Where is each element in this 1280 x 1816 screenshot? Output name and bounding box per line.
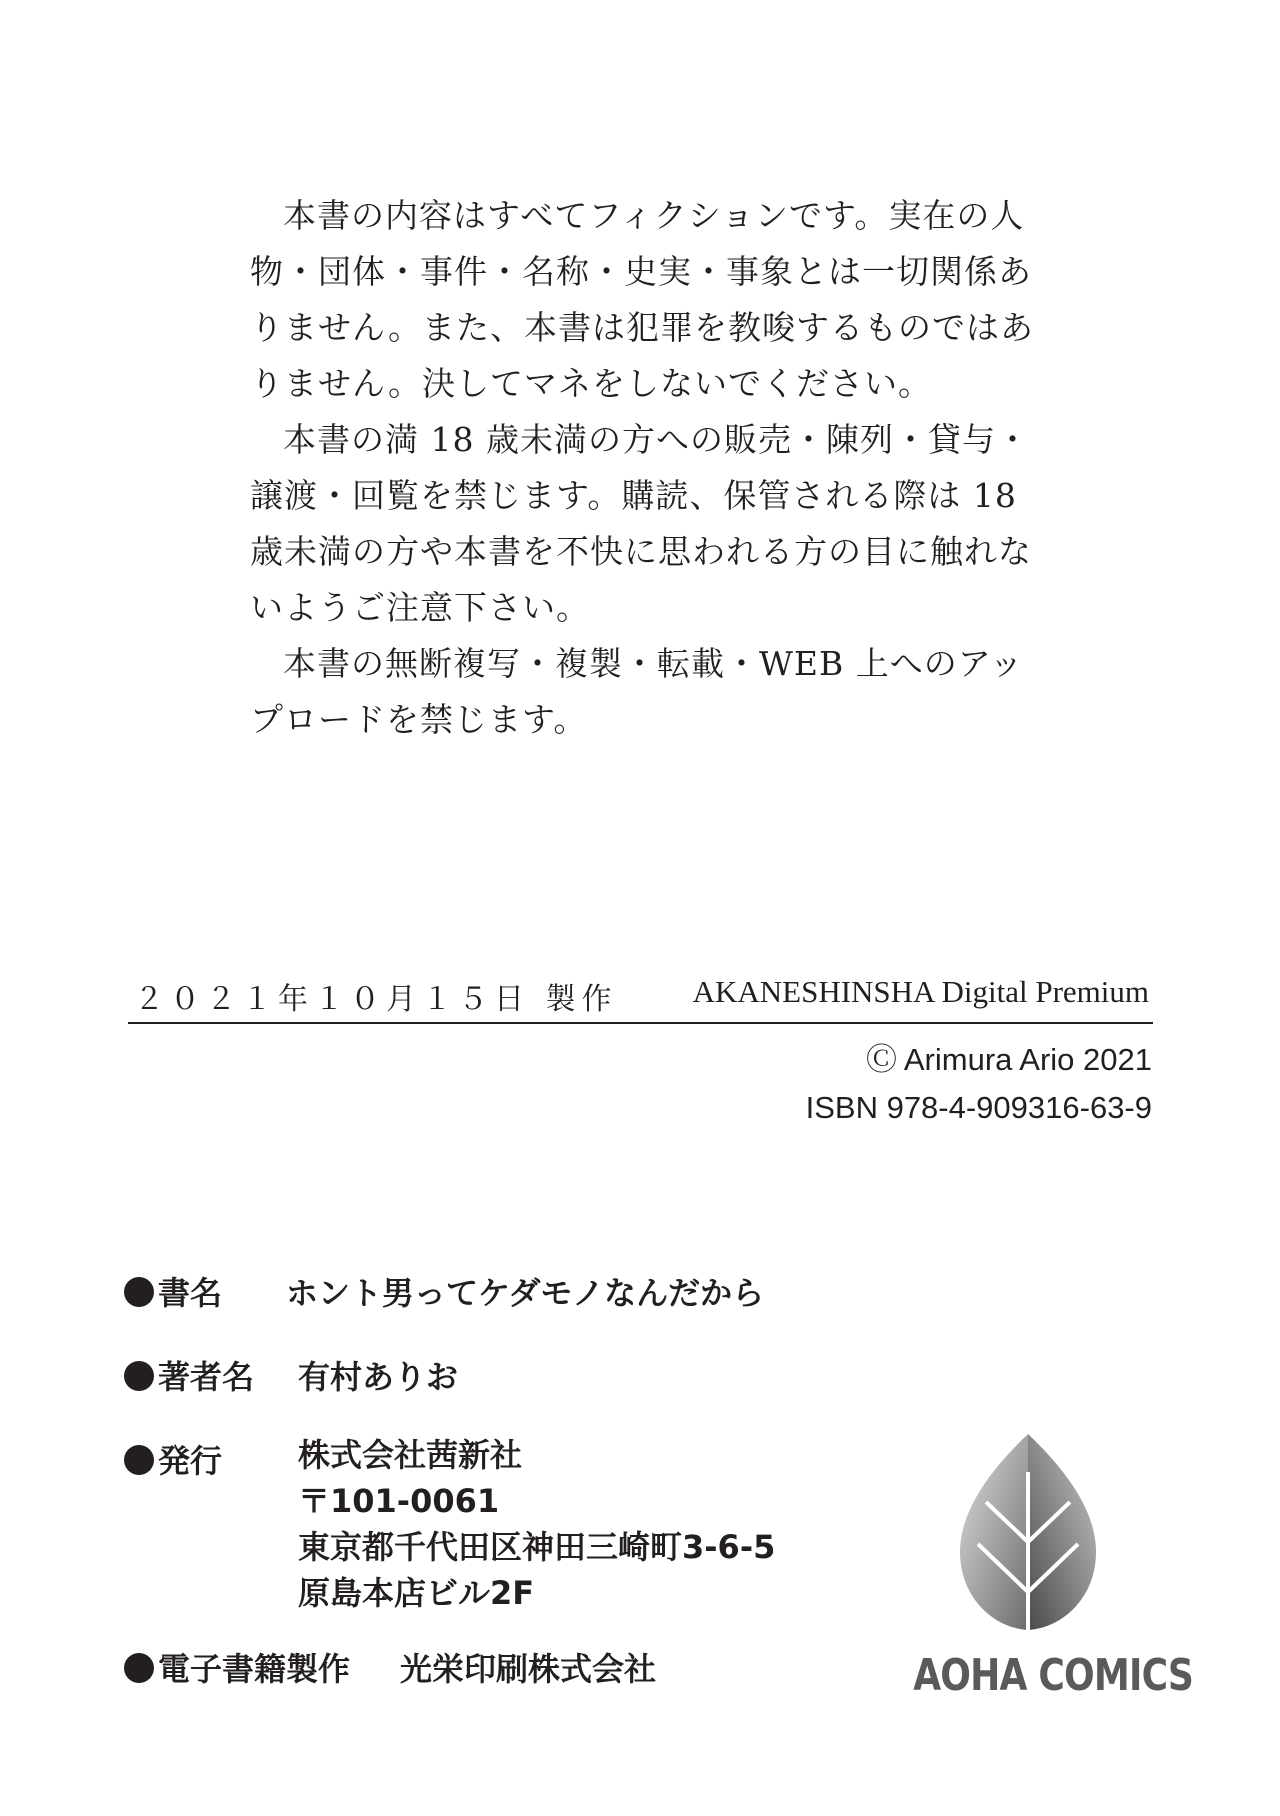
title-value: ホント男ってケダモノなんだから (286, 1274, 765, 1312)
publisher-building: 原島本店ビル2F (298, 1574, 535, 1612)
author-value: 有村ありお (298, 1358, 459, 1396)
info-row-author (124, 1352, 459, 1398)
notice-paragraph-2: 本書の満 18 歳未満の方への販売・陳列・貸与・譲渡・回覧を禁じます。購読、保管される際は 18 歳未満の方や本書を不快に思われる方の目に触れないようご注意下さい。 (250, 420, 1032, 627)
info-row-title (124, 1268, 765, 1314)
notice-text (250, 188, 1050, 748)
logo-text: AOHA COMICS (913, 1650, 1194, 1701)
copyright-line: Ⓒ Arimura Ario 2021 (865, 1042, 1152, 1077)
publisher-label: 発行 (158, 1442, 223, 1480)
publisher-value (298, 1432, 775, 1616)
info-row-publisher (124, 1436, 776, 1612)
rights-block (806, 1036, 1152, 1132)
bullet-icon (124, 1361, 154, 1391)
bullet-icon (124, 1445, 154, 1475)
production-date: ２０２１年１０月１５日 製作 (134, 982, 618, 1017)
notice-paragraph-3: 本書の無断複写・複製・転載・WEB 上へのアップロードを禁じます。 (250, 644, 1024, 739)
ebook-value: 光栄印刷株式会社 (400, 1650, 657, 1688)
bullet-icon (124, 1653, 154, 1683)
publisher-postcode: 〒101-0061 (298, 1482, 500, 1520)
title-label: 書名 (158, 1274, 223, 1312)
bullet-icon (124, 1277, 154, 1307)
ebook-label: 電子書籍製作 (158, 1650, 351, 1688)
aoha-comics-logo (888, 1432, 1194, 1712)
info-row-ebook (124, 1644, 657, 1690)
colophon-row (128, 962, 1153, 1024)
leaf-icon (958, 1432, 1098, 1632)
notice-paragraph-1: 本書の内容はすべてフィクションです。実在の人物・団体・事件・名称・史実・事象とは一切関係ありません。また、本書は犯罪を教唆するものではありません。決してマネをしないでください。 (250, 196, 1034, 403)
publisher-address: 東京都千代田区神田三崎町3-6-5 (298, 1528, 776, 1566)
isbn-line: ISBN 978-4-909316-63-9 (805, 1090, 1152, 1125)
publisher-name: 株式会社茜新社 (298, 1436, 523, 1474)
imprint-name: AKANESHINSHA Digital Premium (692, 974, 1149, 1009)
author-label: 著者名 (158, 1358, 255, 1396)
